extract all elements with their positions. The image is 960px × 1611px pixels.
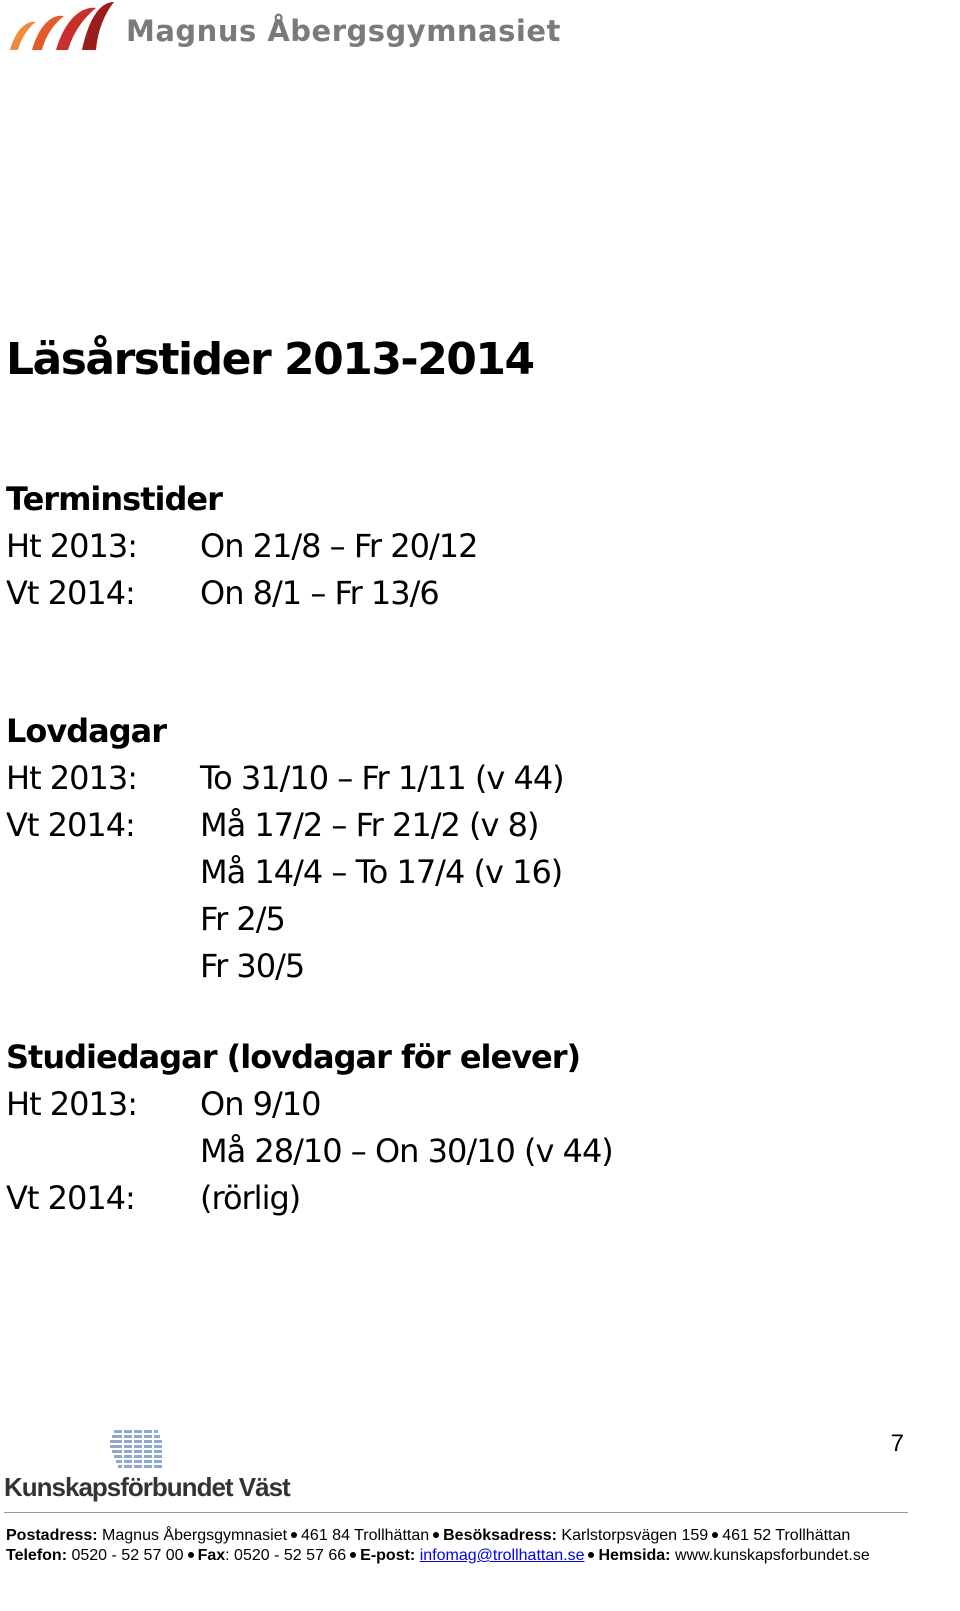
section-lovdagar xyxy=(6,708,564,990)
section-terminstider xyxy=(6,476,478,617)
schedule-row xyxy=(6,1128,613,1175)
date-range: Fr 2/5 xyxy=(200,900,285,938)
bullet-icon xyxy=(350,1552,356,1558)
bullet-icon xyxy=(291,1532,297,1538)
besok-city: 461 52 Trollhättan xyxy=(722,1527,851,1544)
date-range: On 9/10 xyxy=(200,1085,321,1123)
footer-divider xyxy=(4,1512,908,1513)
schedule-row xyxy=(6,943,305,990)
telefon-value: 0520 - 52 57 00 xyxy=(71,1547,184,1564)
telefon-label: Telefon: xyxy=(6,1547,68,1564)
postadress-name: Magnus Åbergsgymnasiet xyxy=(102,1527,288,1544)
date-range: (rörlig) xyxy=(200,1179,301,1217)
term-label: Ht 2013: xyxy=(6,759,137,797)
postadress-label: Postadress: xyxy=(6,1527,98,1544)
bullet-icon xyxy=(188,1552,194,1558)
fax-label: Fax xyxy=(197,1547,226,1564)
date-range: Må 14/4 – To 17/4 (v 16) xyxy=(200,853,563,891)
bullet-icon xyxy=(712,1532,718,1538)
schedule-row xyxy=(6,1175,580,1222)
date-range: Må 28/10 – On 30/10 (v 44) xyxy=(200,1132,613,1170)
date-range: On 8/1 – Fr 13/6 xyxy=(200,574,439,612)
organization-name: Kunskapsförbundet Väst xyxy=(4,1472,290,1502)
footer-contact-line xyxy=(6,1546,870,1566)
page-title: Läsårstider 2013-2014 xyxy=(6,334,534,385)
school-name: Magnus Åbergsgymnasiet xyxy=(126,14,561,48)
section-heading: Terminstider xyxy=(6,480,222,518)
website-link[interactable]: www.kunskapsforbundet.se xyxy=(674,1547,870,1564)
epost-label: E-post: xyxy=(360,1547,416,1564)
hemsida-label: Hemsida: xyxy=(598,1547,671,1564)
building-logo-icon xyxy=(108,1428,166,1470)
postadress-city: 461 84 Trollhättan xyxy=(301,1527,430,1544)
bullet-icon xyxy=(588,1552,594,1558)
footer-logo xyxy=(4,1428,294,1508)
term-label: Ht 2013: xyxy=(6,527,137,565)
email-link[interactable]: infomag@trollhattan.se xyxy=(419,1547,585,1564)
page-number: 7 xyxy=(890,1430,904,1457)
schedule-row xyxy=(6,802,539,849)
schedule-row xyxy=(6,896,285,943)
swoosh-logo-icon xyxy=(6,0,118,56)
term-label: Vt 2014: xyxy=(6,1179,135,1217)
term-label: Vt 2014: xyxy=(6,574,135,612)
term-label: Vt 2014: xyxy=(6,806,135,844)
section-studiedagar xyxy=(6,1034,613,1222)
schedule-row xyxy=(6,755,564,802)
date-range: On 21/8 – Fr 20/12 xyxy=(200,527,478,565)
section-heading: Studiedagar (lovdagar för elever) xyxy=(6,1038,581,1076)
besok-street: Karlstorpsvägen 159 xyxy=(561,1527,709,1544)
date-range: To 31/10 – Fr 1/11 (v 44) xyxy=(200,759,564,797)
schedule-row xyxy=(6,523,478,570)
section-heading: Lovdagar xyxy=(6,712,167,750)
bullet-icon xyxy=(433,1532,439,1538)
date-range: Fr 30/5 xyxy=(200,947,305,985)
schedule-row xyxy=(6,1081,580,1128)
footer-address-line xyxy=(6,1526,850,1546)
schedule-row xyxy=(6,570,439,617)
schedule-row xyxy=(6,849,563,896)
fax-value: : 0520 - 52 57 66 xyxy=(225,1547,347,1564)
school-logo xyxy=(6,0,561,64)
date-range: Må 17/2 – Fr 21/2 (v 8) xyxy=(200,806,539,844)
term-label: Ht 2013: xyxy=(6,1085,137,1123)
besok-label: Besöksadress: xyxy=(443,1527,557,1544)
